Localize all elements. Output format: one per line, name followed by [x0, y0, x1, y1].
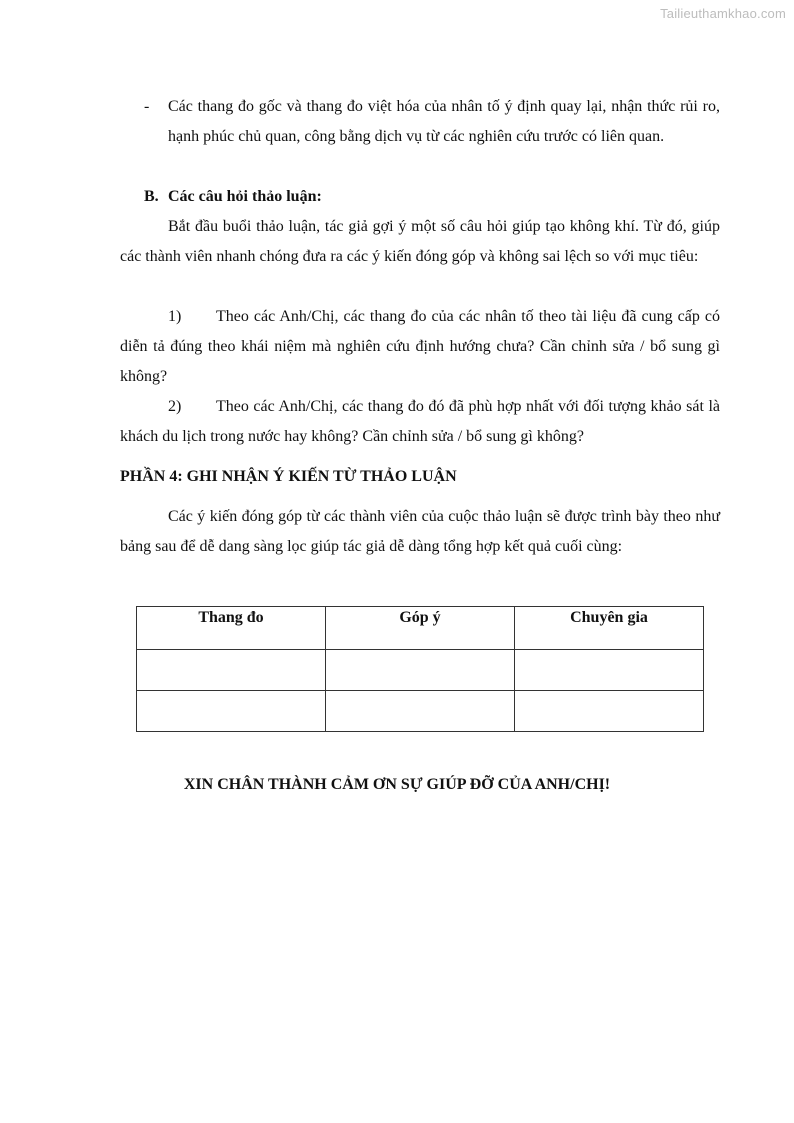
section-b-label: B.	[144, 188, 159, 205]
closing-message: XIN CHÂN THÀNH CẢM ƠN SỰ GIÚP ĐỠ CỦA ANH/CHỊ!	[183, 776, 611, 793]
feedback-table	[136, 606, 704, 732]
table-row	[137, 650, 704, 691]
table-cell	[137, 691, 326, 732]
table-header-row	[137, 607, 704, 650]
bullet-item	[120, 92, 720, 152]
header-chuyen-gia: Chuyên gia	[515, 607, 704, 650]
section-b-heading	[144, 182, 322, 212]
question-2	[120, 392, 720, 452]
table-cell	[326, 650, 515, 691]
bullet-dash: -	[144, 98, 150, 115]
question-1-text: Theo các Anh/Chị, các thang đo của các nhân tố theo tài liệu đã cung cấp có diễn tả đúng theo khái niệm mà nghiên cứu định hướng chưa? Cần chỉnh sửa / bổ sung gì không?	[120, 308, 720, 385]
section-b-intro: Bắt đầu buổi thảo luận, tác giả gợi ý một số câu hỏi giúp tạo không khí. Từ đó, giúp các thành viên nhanh chóng đưa ra các ý kiến đóng góp và không sai lệch so với mục tiêu:	[120, 218, 720, 265]
watermark: Tailieuthamkhao.com	[660, 6, 786, 21]
question-1	[120, 302, 720, 392]
table-cell	[515, 650, 704, 691]
question-2-number: 2)	[168, 398, 182, 415]
table-row	[137, 691, 704, 732]
question-2-text: Theo các Anh/Chị, các thang đo đó đã phù hợp nhất với đối tượng khảo sát là khách du lịch trong nước hay không? Cần chỉnh sửa / bổ sung gì không?	[120, 398, 720, 445]
section-b-title: Các câu hỏi thảo luận:	[168, 188, 322, 205]
table-cell	[515, 691, 704, 732]
part4-heading: PHẦN 4: GHI NHẬN Ý KIẾN TỪ THẢO LUẬN	[120, 468, 457, 485]
part4-intro: Các ý kiến đóng góp từ các thành viên của cuộc thảo luận sẽ được trình bày theo như bảng sau để dễ dang sàng lọc giúp tác giả dễ dàng tổng hợp kết quả cuối cùng:	[120, 508, 720, 555]
table-cell	[326, 691, 515, 732]
table-cell	[137, 650, 326, 691]
header-thang-do: Thang đo	[137, 607, 326, 650]
header-gop-y: Góp ý	[326, 607, 515, 650]
question-1-number: 1)	[168, 308, 182, 325]
bullet-text: Các thang đo gốc và thang đo việt hóa của nhân tố ý định quay lại, nhận thức rủi ro, hạnh phúc chủ quan, công bằng dịch vụ từ các nghiên cứu trước có liên quan.	[168, 98, 720, 145]
